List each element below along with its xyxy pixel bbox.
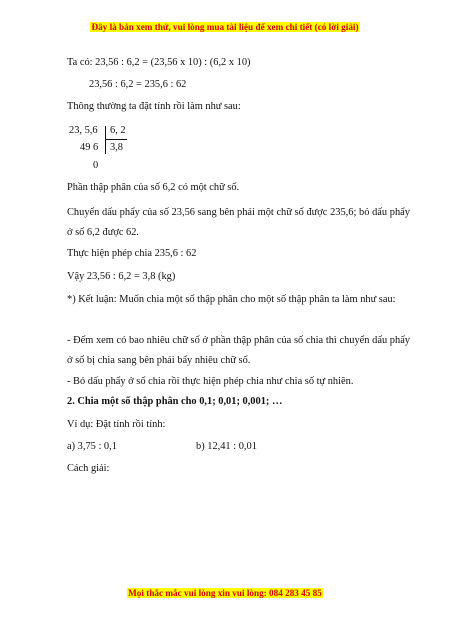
para-chuyen-dau-phay: Chuyển dấu phẩy của số 23,56 sang bên phải một chữ số được 235,6; bỏ dấu phẩy ở số 6,2 được 62. (67, 207, 410, 238)
para-ket-luan: *) Kết luận: Muốn chia một số thập phân cho một số thập phân ta làm như sau: (67, 294, 396, 305)
para-rule-2: - Bỏ dấu phẩy ở số chia rồi thực hiện phép chia như chia số tự nhiên. (67, 376, 354, 387)
line-equation: 23,56 : 6,2 = 235,6 : 62 (89, 79, 187, 90)
division-remainder: 0 (93, 160, 99, 171)
division-quotient: 3,8 (110, 142, 123, 153)
line-ta-co: Ta có: 23,56 : 6,2 = (23,56 x 10) : (6,2 x 10) (67, 57, 251, 68)
header-banner (0, 22, 450, 33)
long-division (67, 122, 167, 172)
division-dividend: 23, 5,6 (69, 125, 98, 136)
para-cach-giai: Cách giải: (67, 463, 110, 474)
section-heading-2: 2. Chia một số thập phân cho 0,1; 0,01; 0,001; … (67, 396, 283, 407)
footer-banner-text: Mọi thắc mắc vui lòng xin vui lòng: 084 283 45 85 (128, 588, 322, 598)
division-horizontal-line (105, 139, 127, 140)
division-divisor: 6, 2 (110, 125, 126, 136)
division-vertical-line (105, 126, 106, 154)
para-phan-thap-phan: Phần thập phân của số 6,2 có một chữ số. (67, 182, 240, 193)
header-banner-text: Đây là bản xem thử, vui lòng mua tài liệu để xem chi tiết (có lời giải) (91, 22, 359, 32)
example-a: a) 3,75 : 0,1 (67, 441, 117, 452)
division-step: 49 6 (80, 142, 99, 153)
para-thuc-hien: Thực hiện phép chia 235,6 : 62 (67, 248, 197, 259)
para-rule-1: - Đếm xem có bao nhiêu chữ số ở phần thập phân của số chia thì chuyển dấu phẩy ở số bị chia sang bên phải bấy nhiêu chữ số. (67, 335, 410, 366)
footer-banner (0, 588, 450, 599)
example-b: b) 12,41 : 0,01 (196, 441, 257, 452)
para-vi-du: Ví dụ: Đặt tính rồi tính: (67, 419, 166, 430)
para-vay: Vậy 23,56 : 6,2 = 3,8 (kg) (67, 271, 176, 282)
line-dat-tinh: Thông thường ta đặt tính rồi làm như sau: (67, 101, 241, 112)
